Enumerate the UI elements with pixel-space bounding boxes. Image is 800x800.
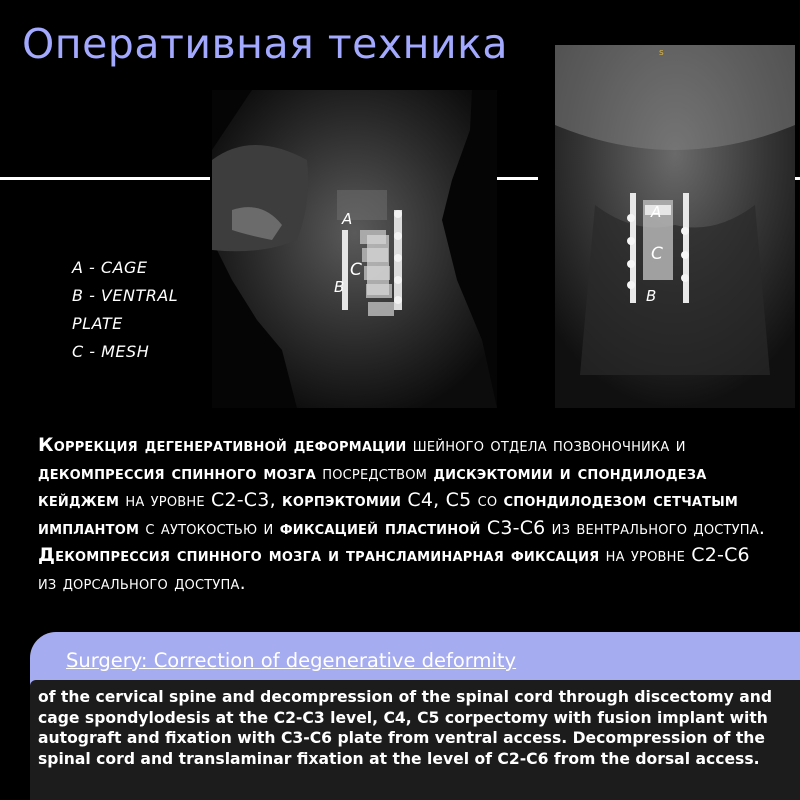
ru-bold-5: спондилодезом сетчатым имплантом <box>38 489 739 539</box>
ru-bold-2: декомпрессия спинного мозга <box>38 461 316 484</box>
ru-text-4: C4, C5 со <box>401 489 504 511</box>
implant-legend <box>72 254 178 366</box>
divider-left <box>0 177 210 180</box>
ru-text-1: шейного отдела позвоночника и <box>406 434 686 456</box>
frontal-label-c: C <box>651 244 663 264</box>
legend-item-ventral: B - VENTRAL <box>72 286 179 305</box>
ru-bold-7: Декомпрессия спинного мозга и трансламинарная фиксация <box>38 544 600 566</box>
ru-text-6: C3-C6 из вентрального доступа. <box>480 516 766 539</box>
ru-text-5: с аутокостью и <box>139 516 280 539</box>
ru-bold-4: корпэктомии <box>282 489 402 511</box>
ru-text-3: на уровне C2-C3, <box>119 489 283 511</box>
frontal-xray-image <box>555 45 795 408</box>
english-description: of the cervical spine and decompression of the spinal cord through discectomy and cage spondylodesis at the C2-C3 level, C4, C5 corpectomy with fusion implant with autograft and fixation with C3-C6 plate from ventral access. Decompression of the spinal cord and translaminar fixation at the level of C2-C6 from the dorsal access. <box>38 688 772 768</box>
ru-text-7: на уровне C2-C6 из дорсального доступа. <box>38 544 750 594</box>
frontal-label-s: s <box>659 48 664 58</box>
ru-bold-3: дискэктомии и спондилодеза кейджем <box>38 461 707 511</box>
ru-text-2: посредством <box>315 461 434 484</box>
russian-description <box>38 432 773 597</box>
legend-item-mesh: C - MESH <box>72 342 150 361</box>
ru-bold-6: фиксацией пластиной <box>279 516 481 539</box>
frontal-label-a: A <box>651 203 662 221</box>
english-heading: Surgery: Correction of degenerative deformity <box>66 649 517 672</box>
ru-bold-1: Коррекция дегенеративной деформации <box>38 434 407 456</box>
lateral-xray-image <box>212 90 497 408</box>
legend-item-cage: A - CAGE <box>72 258 148 277</box>
lateral-label-c: C <box>350 260 362 280</box>
lateral-label-a: A <box>342 210 353 228</box>
page-title: Оперативная техника <box>22 20 508 68</box>
lateral-label-b: B <box>334 278 345 296</box>
legend-item-plate: PLATE <box>72 314 123 333</box>
frontal-label-b: B <box>646 287 657 305</box>
